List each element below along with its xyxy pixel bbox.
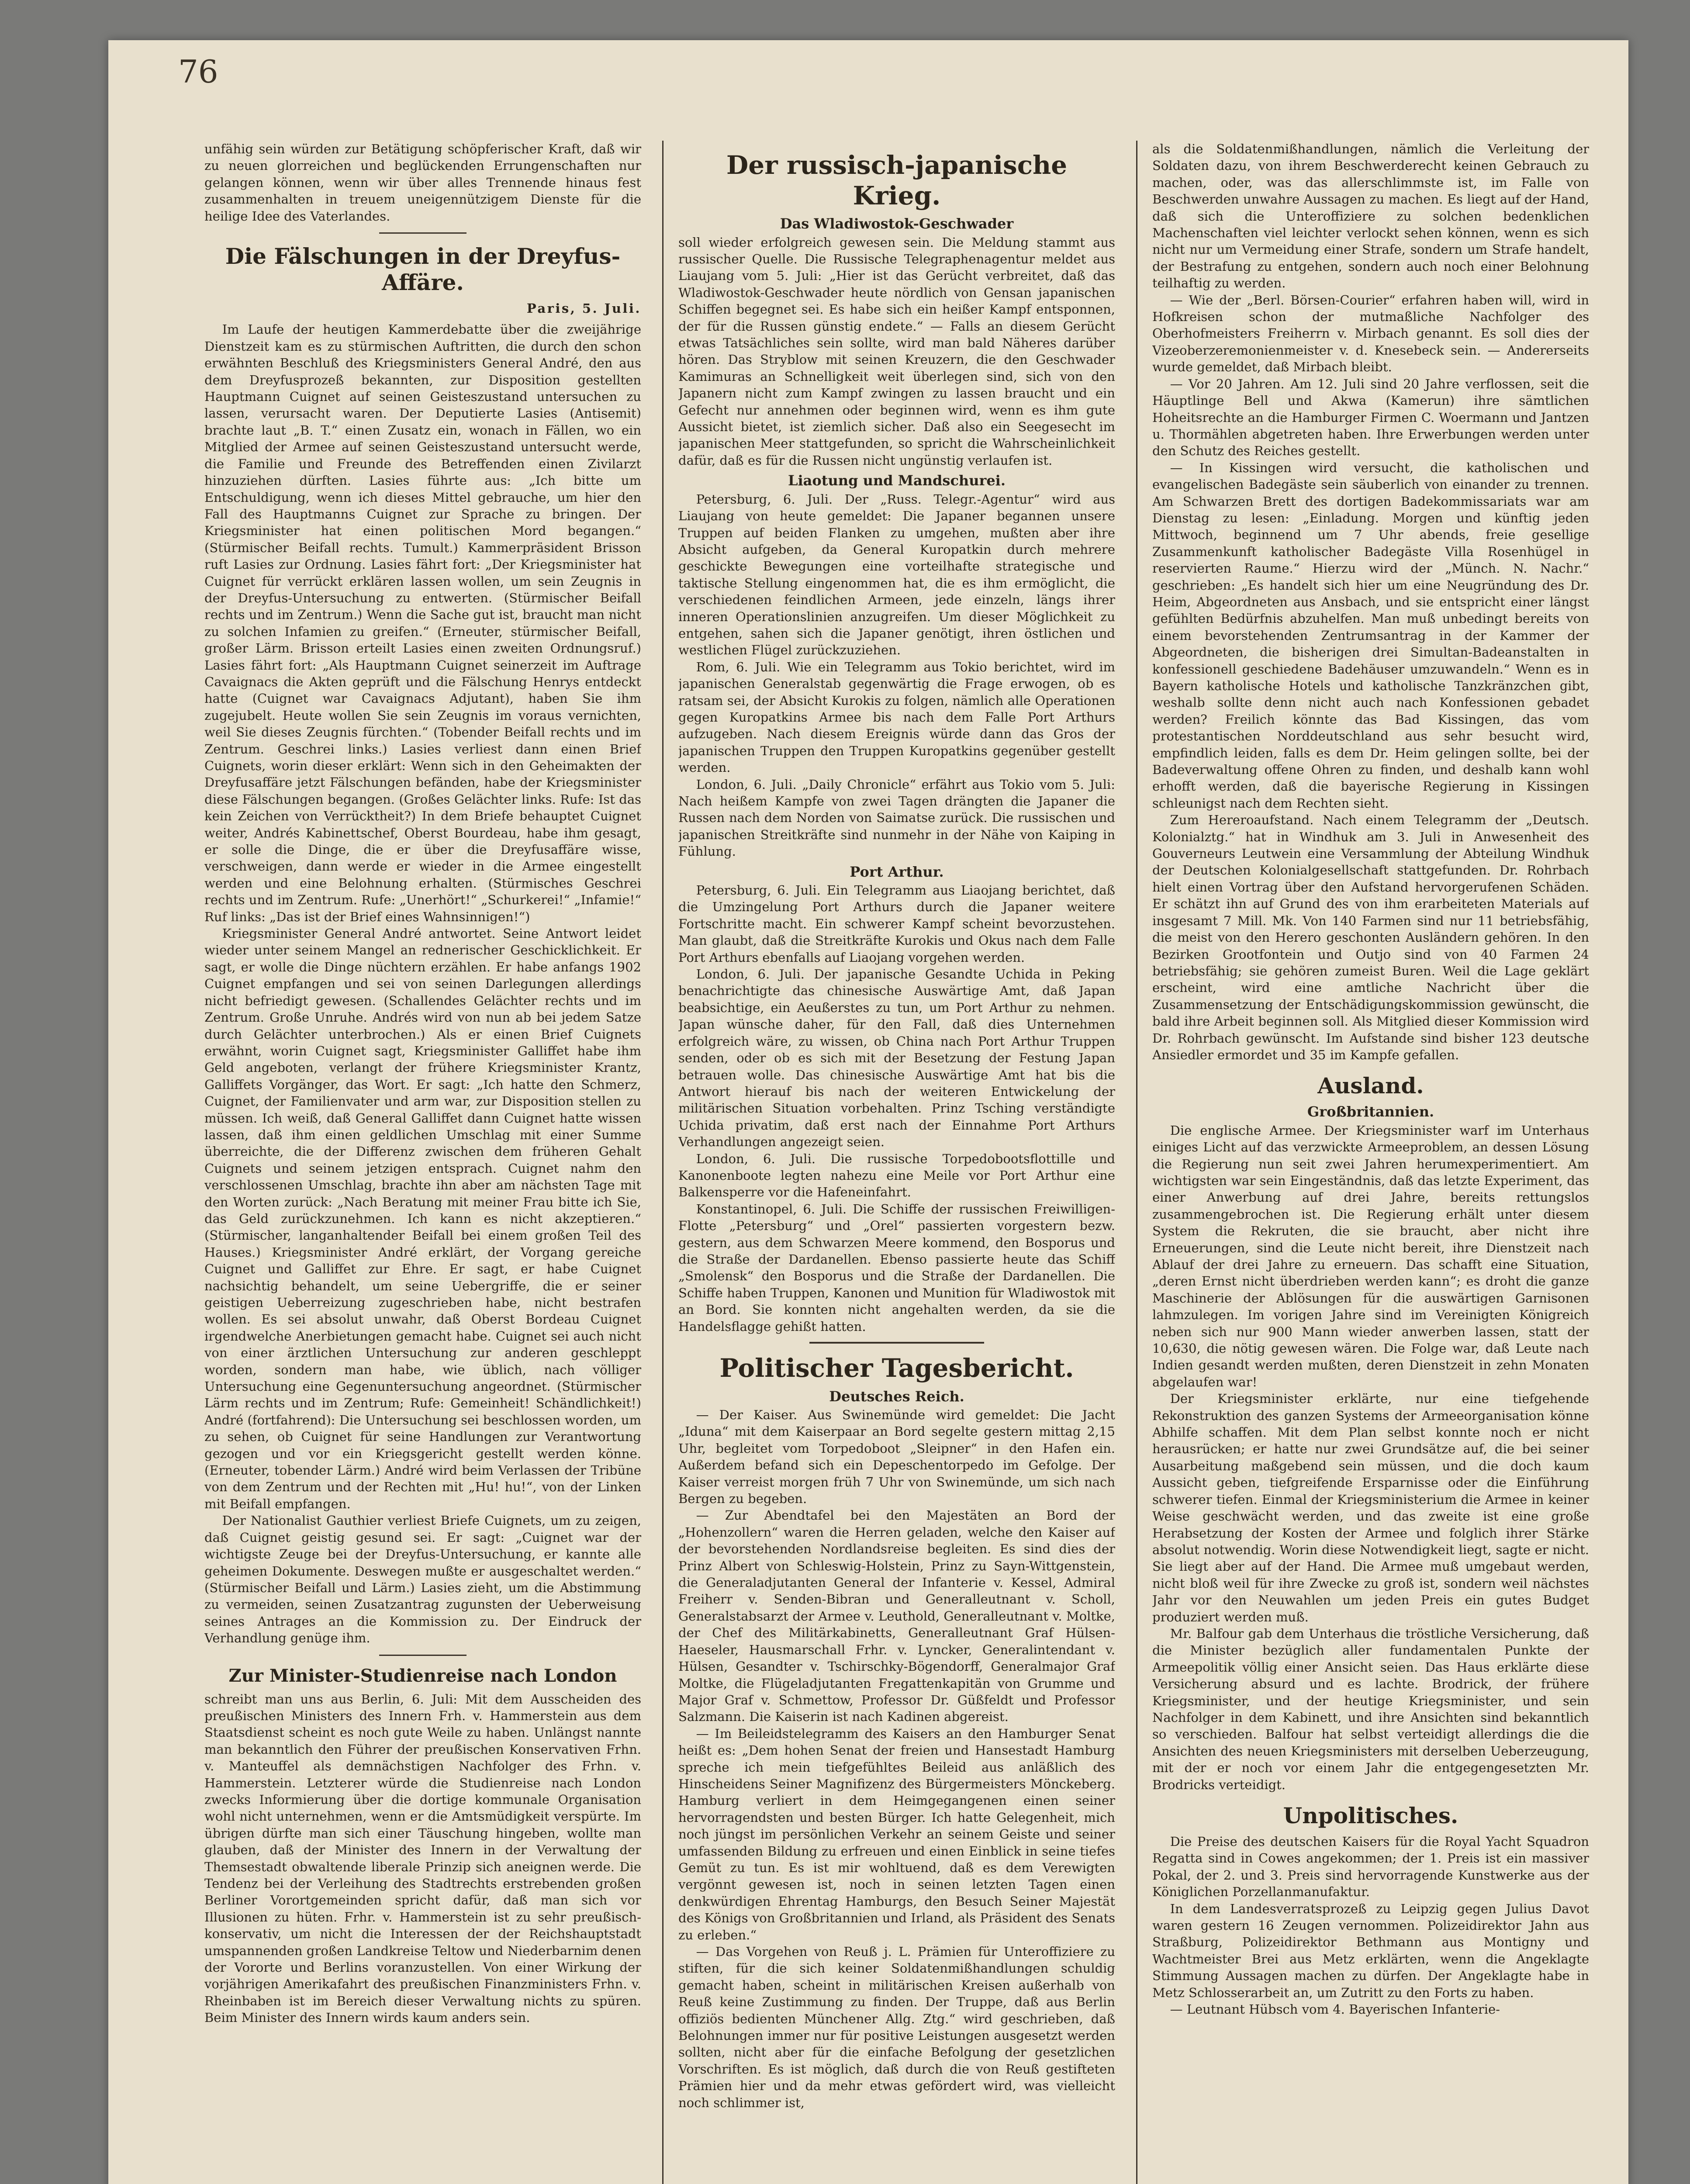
article-paragraph: — In Kissingen wird versucht, die katholischen und evangelischen Badegäste sein säuberlich von einander zu trennen. Am Schwarzen Brett des dortigen Badekommissariats war am Dienstag zu lesen: „Einladung. Morgen und künftig jeden Mittwoch, beginnend um 7 Uhr abends, freie gesellige Zusammenkunft katholischer Badegäste Villa Rosenhügel in reservierten Raume.“ Hierzu wird der „Münch. N. Nachr.“ geschrieben: „Es handelt sich hier um eine Neugründung des Dr. Heim, Abgeordneten aus Ansbach, und sie entspricht einer längst gefühlten Bedürfnis abzuhelfen. Man muß unbedingt bereits von einem bevorstehenden Zentrumsantrag in der Kammer der Abgeordneten, die bisherigen drei Simultan-Badeanstalten in konfessionell geschiedene Badehäuser umzuwandeln.“ Wenn es in Bayern katholische Hotels und katholische Tanzkränzchen gibt, weshalb sollte denn nicht auch nach Konfessionen gebadet werden? Freilich könnte das Bad Kissingen, das vom protestantischen Norddeutschland aus sehr besucht wird, empfindlich leiden, falls es dem Dr. Heim gelingen sollte, bei der Badeverwaltung offene Ohren zu finden, und deshalb kann wohl erhofft werden, daß die bayerische Regierung in Kissingen schleunigst nach dem Rechten sieht. xyxy=(1152,460,1589,811)
article-paragraph: Petersburg, 6. Juli. Ein Telegramm aus Liaojang berichtet, daß die Umzingelung Port Arthurs durch die Japaner weitere Fortschritte macht. Ein schwerer Kampf scheint bevorzustehen. Man glaubt, daß die Streitkräfte Kurokis und Okus nach dem Falle Port Arthurs ebenfalls auf Liaojang vorgehen werden. xyxy=(678,883,1115,965)
reich-subheading: Deutsches Reich. xyxy=(829,1388,964,1405)
column-1 xyxy=(204,141,641,2184)
article-paragraph: — Das Vorgehen von Reuß j. L. Prämien für Unteroffiziere zu stiften, für die sich keiner Soldatenmißhandlungen schuldig gemacht haben, scheint in militärischen Kreisen außerhalb von Reuß keine Zustimmung zu finden. Der Truppe, daß aus Berlin offiziös bedienten Münchener Allg. Ztg.“ wird geschrieben, daß Belohnungen immer nur für positive Leistungen ausgesetzt werden sollten, nicht aber für die einfache Befolgung der gesetzlichen Vorschriften. Es ist möglich, daß durch die von Reuß gestifteten Prämien hier und da mehr etwas gefördert wird, was vielleicht noch schlimmer ist, xyxy=(678,1944,1115,2110)
article-paragraph: Kriegsminister General André antwortet. Seine Antwort leidet wieder unter seinem Mangel an rednerischer Geschicklichkeit. Er sagt, er wolle die Dinge nüchtern erzählen. Er habe anfangs 1902 Cuignet empfangen und sei von seinen Darlegungen allerdings nicht befriedigt gewesen. (Schallendes Gelächter rechts und im Zentrum. Große Unruhe. Andrés wird von nun ab bei jedem Satze durch Gelächter unterbrochen.) Als er einen Brief Cuignets erwähnt, worin Cuignet sagt, Kriegsminister Galliffet habe ihm Geld angeboten, verlangt der frühere Kriegsminister Krantz, Galliffets Vorgänger, das Wort. Er sagt: „Ich hatte den Schmerz, Cuignet, der Familienvater und arm war, zur Disposition stellen zu müssen. Ich weiß, daß General Galliffet dann Cuignet hatte wissen lassen, daß ihm einen geldlichen Umschlag mit einer Summe überreichte, die der Differenz zwischen dem früheren Gehalt Cuignets und seinem jetzigen entsprach. Cuignet nahm den verschlossenen Umschlag, brachte ihn aber am nächsten Tage mit den Worten zurück: „Nach Beratung mit meiner Frau bitte ich Sie, das Geld zurückzunehmen. Ich kann es nicht akzeptieren.“ (Stürmischer, langanhaltender Beifall bei einem großen Teil des Hauses.) Kriegsminister André erklärt, der Vorgang gereiche Cuignet und Galliffet zur Ehre. Er sagt, er habe Cuignet nachsichtig behandelt, um seine Uebergriffe, die er seiner geistigen Ueberreizung zugeschrieben habe, nicht bestrafen wollen. Es sei absolut unwahr, daß Oberst Bordeau Cuignet irgendwelche Anerbietungen gemacht habe. Cuignet sei auch nicht von einer ärztlichen Untersuchung zur anderen geschleppt worden, sondern man habe, wie üblich, nach völliger Untersuchung eine Gegenuntersuchung angeordnet. (Stürmischer Lärm rechts und im Zentrum; Rufe: Gemeinheit! Schändlichkeit!) André (fortfahrend): Die Untersuchung sei beschlossen worden, um zu sehen, ob Cuignet für seine Handlungen zur Verantwortung gezogen und vor ein Kriegsgericht gestellt werden könne. (Erneuter, tobender Lärm.) André wird beim Verlassen der Tribüne von dem Zentrum und der Rechten mit „Hu! hu!“, von der Linken mit Beifall empfangen. xyxy=(204,926,641,1511)
article-paragraph: — Vor 20 Jahren. Am 12. Juli sind 20 Jahre verflossen, seit die Häuptlinge Bell und Akwa (Kamerun) ihre sämtlichen Hoheitsrechte an die Hamburger Firmen C. Woermann und Jantzen u. Thormählen abgetreten haben. Ihre Erwerbungen werden unter den Schutz des Reiches gestellt. xyxy=(1152,376,1589,459)
article-paragraph: Petersburg, 6. Juli. Der „Russ. Telegr.-Agentur“ wird aus Liaujang von heute gemeldet: Die Japaner begannen unsere Truppen auf beiden Flanken zu umgehen, mußten aber ihre Absicht aufgeben, da General Kuropatkin durch mehrere geschickte Bewegungen eine vorteilhafte strategische und taktische Stellung eingenommen hat, die es ihm ermöglicht, die verschiedenen feindlichen Armeen, jede einzeln, längs ihrer inneren Operationslinien anzugreifen. Um dieser Möglichkeit zu entgehen, sahen sich die Japaner genötigt, ihren östlichen und westlichen Flügel zurückzuziehen. xyxy=(678,491,1115,658)
wladiwostok-subheading: Das Wladiwostok-Geschwader xyxy=(780,215,1014,232)
great-britain-subheading: Großbritannien. xyxy=(1307,1103,1434,1120)
article-paragraph: Konstantinopel, 6. Juli. Die Schiffe der russischen Freiwilligen-Flotte „Petersburg“ und „Orel“ passierten vorgestern bezw. gestern, aus dem Schwarzen Meere kommend, den Bosporus und die Straße der Dardanellen. Ebenso passierte heute das Schiff „Smolensk“ den Bosporus und die Straße der Dardanellen. Die Schiffe haben Truppen, Kanonen und Munition für Wladiwostok mit an Bord. Sie konnten nicht angehalten werden, da sie die Handelsflagge gehißt hatten. xyxy=(678,1201,1115,1334)
dreyfus-dateline: Paris, 5. Juli. xyxy=(526,301,641,316)
column-2 xyxy=(678,141,1115,2184)
article-paragraph: Zum Hereroaufstand. Nach einem Telegramm der „Deutsch. Kolonialztg.“ hat in Windhuk am 3. Juli in Anwesenheit des Gouverneurs Leutwein eine Versammlung der Abteilung Windhuk der Deutschen Kolonialgesellschaft stattgefunden. Dr. Rohrbach hielt einen Vortrag über den Aufstand hervorgerufenen Schäden. Er schätzt ihn auf Grund des von ihm erarbeiteten Materials auf insgesamt 7 Mill. Mk. Von 140 Farmen sind nur 11 betriebsfähig, die meist von den Herero geschonten Ausländern gehören. In den Bezirken Grootfontein und Outjo sind von 40 Farmen 24 betriebsfähig; sie gehören zumeist Buren. Weil die Lage geklärt erscheint, wird eine amtliche Nachricht über die Zusammensetzung der Entschädigungskommission gewünscht, die bald ihre Arbeit beginnen soll. Als Mitglied dieser Kommission wird Dr. Rohrbach gewünscht. Im Aufstande sind bisher 123 deutsche Ansiedler ermordet und 35 im Kampfe gefallen. xyxy=(1152,812,1589,1062)
war-headline: Der russisch-japanische Krieg. xyxy=(726,150,1068,211)
port-arthur-subheading: Port Arthur. xyxy=(850,863,944,880)
article-paragraph: soll wieder erfolgreich gewesen sein. Die Meldung stammt aus russischer Quelle. Die Russische Telegraphenagentur meldet aus Liaujang vom 5. Juli: „Hier ist das Gerücht verbreitet, daß das Wladiwostok-Geschwader heute nördlich von Gensan japanischen Schiffen begegnet sei. Es habe sich ein heißer Kampf entsponnen, der für die Russen günstig endete.“ — Falls an diesem Gerücht etwas Tatsächliches sein sollte, wird man bald Näheres darüber hören. Das Stryblow mit seinen Kreuzern, die den Geschwader Kamimuras an Schnelligkeit weit überlegen sind, sich von den Japanern nicht zum Kampf zwingen zu lassen braucht und ein Gefecht nur annehmen oder beginnen wird, wenn es ihm gute Aussicht bietet, ist ziemlich sicher. Daß also ein Seegesecht im japanischen Meer stattgefunden, so spricht die Wahrscheinlichkeit dafür, daß es für die Russen nicht ungünstig verlaufen ist. xyxy=(678,235,1115,468)
separator xyxy=(809,1342,984,1344)
article-paragraph: — Zur Abendtafel bei den Majestäten an Bord der „Hohenzollern“ waren die Herren geladen, welche den Kaiser auf der bevorstehenden Nordlandsreise begleiten. Es sind dies der Prinz Albert von Schleswig-Holstein, Prinz zu Sayn-Wittgenstein, die Generaladjutanten General der Infanterie v. Kessel, Admiral Freiherr v. Senden-Bibran und Generalleutnant v. Scholl, Generalstabsarzt der Armee v. Leuthold, Generalleutnant v. Moltke, der Chef des Militärkabinetts, Generalleutnant Graf Hülsen-Haeseler, Hausmarschall Frhr. v. Lyncker, Generalintendant v. Hülsen, Gesandter v. Tschirschky-Bögendorff, Generalmajor Graf Moltke, die Flügeladjutanten Fregattenkapitän von Grumme und Major Graf v. Schmettow, Professor Dr. Güßfeldt und Professor Salzmann. Die Kaiserin ist nach Kadinen abgereist. xyxy=(678,1508,1115,1724)
article-paragraph: — Leutnant Hübsch vom 4. Bayerischen Infanterie- xyxy=(1170,2002,1500,2017)
article-paragraph: Die englische Armee. Der Kriegsminister warf im Unterhaus einiges Licht auf das verzwickte Armeeproblem, an dessen Lösung die Regierung nun seit zwei Jahren herumexperimentiert. Am wichtigsten war sein Eingeständnis, daß das letzte Experiment, das einer Anwerbung auf drei Jahre, bereits rettungslos zusammengebrochen ist. Die Regierung erhält unter diesem System die Rekruten, die sie braucht, aber nicht ihre Erneuerungen, sind die Leute nicht bereit, ihre Dienstzeit nach Ablauf der drei Jahre zu erneuern. Das schafft eine Situation, „deren Ernst nicht überdrieben werden kann“; es droht die ganze Maschinerie der Ablösungen für die auswärtigen Garnisonen lahmzulegen. Im vorigen Jahre sind im Vereinigten Königreich neben sich nur 900 Mann wieder anwerben lassen, statt der 10,630, die nötig gewesen wären. Die Folge war, daß Leute nach Indien gesandt werden mußten, deren Dienstzeit in zehn Monaten abgelaufen war! xyxy=(1152,1123,1589,1389)
article-paragraph: Im Laufe der heutigen Kammerdebatte über die zweijährige Dienstzeit kam es zu stürmischen Auftritten, die durch den schon erwähnten Beschluß des Kriegsministers General André, den aus dem Dreyfusprozeß bekannten, zur Disposition gestellten Hauptmann Cuignet auf seinen Geisteszustand untersuchen zu lassen, verursacht waren. Der Deputierte Lasies (Antisemit) brachte laut „B. T.“ einen Zusatz ein, wonach in Fällen, wo ein Mitglied der Armee auf seinen Geisteszustand untersucht werde, die Familie und Freunde des Betreffenden einen Zivilarzt hinzuziehen dürften. Lasies führte aus: „Ich bitte um Entschuldigung, wenn ich dieses Mittel gebrauche, um hier den Fall des Hauptmanns Cuignet zur Sprache zu bringen. Der Kriegsminister hat einen politischen Mord begangen.“ (Stürmischer Beifall rechts. Tumult.) Kammerpräsident Brisson ruft Lasies zur Ordnung. Lasies fährt fort: „Der Kriegsminister hat Cuignet für verrückt erklären lassen wollen, um sein Zeugnis in der Dreyfus-Untersuchung zu entwerten. (Stürmischer Beifall rechts und im Zentrum.) Wenn die Sache gut ist, braucht man nicht zu solchen Infamien zu greifen.“ (Erneuter, stürmischer Beifall, großer Lärm. Brisson erteilt Lasies einen zweiten Ordnungsruf.) Lasies fährt fort: „Als Hauptmann Cuignet seinerzeit im Auftrage Cavaignacs die Akten geprüft und die Fälschung Henrys entdeckt hatte (Cuignet war Cavaignacs Adjutant), haben Sie ihm zugejubelt. Heute wollen Sie sein Zeugnis im voraus vernichten, weil Sie dieses Zeugnis fürchten.“ (Tobender Beifall rechts und im Zentrum. Geschrei links.) Lasies verliest dann einen Brief Cuignets, worin dieser erklärt: Wenn sich in den Geheimakten der Dreyfusaffäre jetzt Fälschungen befänden, habe der Kriegsminister diese Fälschungen begangen. (Großes Gelächter links. Rufe: Ist das kein Zeichen von Verrücktheit?) In dem Briefe behauptet Cuignet weiter, Andrés Kabinettschef, Oberst Bourdeau, habe ihm gesagt, er solle die Dinge, die er über die Dreyfusaffäre wisse, verschweigen, dann werde er wieder in die Armee eingestellt werden und eine Belohnung erhalten. (Stürmisches Geschrei rechts und im Zentrum. Rufe: „Unerhört!“ „Schurkerei!“ „Infamie!“ Ruf links: „Das ist der Brief eines Wahnsinnigen!“) xyxy=(204,322,641,924)
article-paragraph: London, 6. Juli. Die russische Torpedobootsflottille und Kanonenboote legten nahezu eine Meile vor Port Arthur eine Balkensperre vor die Hafeneinfahrt. xyxy=(678,1151,1115,1200)
column-3 xyxy=(1152,141,1589,2184)
separator xyxy=(379,232,467,234)
article-paragraph: Die Preise des deutschen Kaisers für die Royal Yacht Squadron Regatta sind in Cowes angekommen; der 1. Preis ist ein massiver Pokal, der 2. und 3. Preis sind hervorragende Kunstwerke aus der Königlichen Porzellanmanufaktur. xyxy=(1152,1834,1589,1900)
article-paragraph: schreibt man uns aus Berlin, 6. Juli: Mit dem Ausscheiden des preußischen Ministers des Innern Frh. v. Hammerstein aus dem Staatsdienst scheint es noch gute Weile zu haben. Unlängst nannte man bekanntlich den Führer der preußischen Konservativen Frhn. v. Manteuffel als demnächstigen Nachfolger des Frhn. v. Hammerstein. Letzterer würde die Studienreise nach London zwecks Informierung über die dortige kommunale Organisation wohl nicht unternehmen, wenn er die Amtsmüdigkeit verspürte. Im übrigen dürfte man sich einer Täuschung hingeben, wollte man glauben, daß der Minister des Innern in der Verwaltung der Themsestadt obwaltende liberale Prinzip sich aneignen werde. Die Tendenz bei der Verleihung des Stadtrechts erstrebenden großen Berliner Vorortgemeinden spricht dafür, daß man sich vor Illusionen zu hüten. Frhr. v. Hammerstein ist zu sehr preußisch-konservativ, um nicht die Interessen der der Reichshauptstadt umspannenden großen Landkreise Teltow und Niederbarnim denen der Vororte und Berlins voranzustellen. Von einer Wirkung der vorjährigen Amerikafahrt des preußischen Finanzministers Frhn. v. Rheinbaben ist im Bereich dieser Verwaltung nichts zu spüren. Beim Minister des Innern wirds kaum anders sein. xyxy=(204,1691,641,2025)
page-number: 76 xyxy=(178,53,218,90)
intro-paragraph: unfähig sein würden zur Betätigung schöpferischer Kraft, daß wir zu neuen glorreichen und beglückenden Errungenschaften nur gelangen können, wenn wir über alles Trennende hinaus fest zusammenhalten in treuem uneigennützigem Dienste für die heilige Idee des Vaterlandes. xyxy=(204,142,641,224)
column-divider xyxy=(662,141,664,2184)
article-paragraph: Mr. Balfour gab dem Unterhaus die tröstliche Versicherung, daß die Minister bezüglich aller fundamentalen Punkte der Armeepolitik völlig einer Ansicht seien. Das Haus erklärte diese Versicherung absurd und es lachte. Brodrick, der frühere Kriegsminister, und der heutige Kriegsminister, und sein Nachfolger in dem Kabinett, und ihre Ansichten sind bekanntlich so verschieden. Balfour hat selbst verteidigt allerdings die die Ansichten des neuen Kriegsministers mit derselben Ueberzeugung, mit der er noch vor einem Jahr die entgegengesetzten Mr. Brodricks verteidigt. xyxy=(1152,1626,1589,1792)
article-paragraph: London, 6. Juli. „Daily Chronicle“ erfährt aus Tokio vom 5. Juli: Nach heißem Kampfe von zwei Tagen drängten die Japaner die Russen nach dem Norden von Saimatse zurück. Die russischen und japanischen Streitkräfte sind nunmehr in der Nähe von Kaiping in Fühlung. xyxy=(678,777,1115,859)
article-paragraph: Rom, 6. Juli. Wie ein Telegramm aus Tokio berichtet, wird im japanischen Generalstab gegenwärtig die Frage erwogen, ob es ratsam sei, der Absicht Kurokis zu folgen, nämlich alle Operationen gegen Kuropatkins Armee bis nach dem Falle Port Arthurs aufzugeben. Nach diesem Ereignis würde dann das Gros der japanischen Truppen den Truppen Kuropatkins gegenüber gestellt werden. xyxy=(678,659,1115,775)
minister-headline: Zur Minister-Studienreise nach London xyxy=(228,1665,617,1686)
article-paragraph: London, 6. Juli. Der japanische Gesandte Uchida in Peking benachrichtigte das chinesische Auswärtige Amt, daß Japan beabsichtige, ein Aeußerstes zu tun, um Port Arthur zu nehmen. Japan wünsche daher, für den Fall, daß dies Unternehmen erfolgreich wäre, zu wissen, ob China nach Port Arthur Truppen senden, oder ob es sich mit der Besetzung der Festung Japan betrauen wolle. Das chinesische Auswärtige Amt hat bis die Antwort hierauf bis nach der weiteren Entwickelung der militärischen Situation vorbehalten. Prinz Tsching verständigte Uchida privatim, daß erst nach der Einnahme Port Arthurs Verhandlungen angezeigt seien. xyxy=(678,967,1115,1150)
ausland-headline: Ausland. xyxy=(1317,1073,1424,1099)
article-paragraph: als die Soldatenmißhandlungen, nämlich die Verleitung der Soldaten dazu, von ihrem Beschwerderecht keinen Gebrauch zu machen, oder, was das allerschlimmste ist, im Falle von Beschwerden unwahre Aussagen zu machen. Es liegt auf der Hand, daß sich die Unteroffiziere zu solchen bedenklichen Machenschaften viel leichter verlockt sehen können, wenn es sich nicht nur um Vermeidung einer Strafe, sondern um Strafe handelt, der Bestrafung zu entgehen, sondern auch noch einer Belohnung teilhaftig zu werden. xyxy=(1152,142,1589,291)
separator xyxy=(379,1655,467,1656)
article-paragraph: In dem Landesverratsprozeß zu Leipzig gegen Julius Davot waren gestern 16 Zeugen vernommen. Polizeidirektor Jahn aus Straßburg, Polizeidirektor Bethmann aus Montigny und Wachtmeister Brei aus Metz erklärten, wenn die Angeklagte Stimmung Aussagen machen zu dürfen. Der Angeklagte habe in Metz Schlosserarbeit an, um Zutritt zu den Forts zu haben. xyxy=(1152,1901,1589,2000)
article-paragraph: — Der Kaiser. Aus Swinemünde wird gemeldet: Die Jacht „Iduna“ mit dem Kaiserpaar an Bord segelte gestern mittag 2,15 Uhr, begleitet vom Torpedoboot „Sleipner“ in den Hafen ein. Außerdem befand sich ein Depeschentorpedo im Gefolge. Der Kaiser verreist morgen früh 7 Uhr von Swinemünde, um sich nach Bergen zu begeben. xyxy=(678,1407,1115,1507)
liaotung-subheading: Liaotung und Mandschurei. xyxy=(788,472,1006,489)
column-divider xyxy=(1136,141,1137,2184)
unpolitical-headline: Unpolitisches. xyxy=(1283,1803,1458,1828)
dreyfus-headline: Die Fälschungen in der Dreyfus-Affäre. xyxy=(225,243,621,296)
political-headline: Politischer Tagesbericht. xyxy=(719,1353,1074,1383)
article-paragraph: — Wie der „Berl. Börsen-Courier“ erfahren haben will, wird in Hofkreisen schon der mutmaßliche Nachfolger des Oberhofmeisters Freiherrn v. Mirbach genannt. Es soll dies der Vizeoberzeremonienmeister v. d. Knesebeck sein. — Andererseits wurde gemeldet, daß Mirbach bleibt. xyxy=(1152,292,1589,375)
article-paragraph: — Im Beileidstelegramm des Kaisers an den Hamburger Senat heißt es: „Dem hohen Senat der freien und Hansestadt Hamburg spreche ich mein tiefgefühltes Beileid aus anläßlich des Hinscheidens Seiner Magnifizenz des Bürgermeisters Mönckeberg. Hamburg verliert in dem Heimgegangenen einen seiner hervorragendsten und besten Bürger. Ich hatte Gelegenheit, mich noch jüngst im persönlichen Verkehr an seinem Geiste und seiner umfassenden Bildung zu erfreuen und einen Einblick in seine tiefes Gemüt zu tun. Es ist mir wohltuend, daß es dem Verewigten vergönnt gewesen ist, noch in seinen letzten Tagen einen denkwürdigen Ehrentag Hamburgs, den Besuch Seiner Majestät des Königs von Großbritannien und Irland, als Präsident des Senats zu erleben.“ xyxy=(678,1726,1115,1942)
newspaper-page xyxy=(108,40,1628,2184)
article-paragraph: Der Kriegsminister erklärte, nur eine tiefgehende Rekonstruktion des ganzen Systems der Armeeorganisation könne Abhilfe schaffen. Mit dem Plan selbst konnte noch er nicht herausrücken; er hatte nur zwei Grundsätze auf, die bei seiner Ausarbeitung maßgebend sein müssen, und die doch kaum Aussicht geben, tiefgreifende Ersparnisse oder die Einführung schwerer tiefen. Einmal der Kriegsministerium die Armee in keiner Weise geschwächt werden, und das zweite ist eine große Herabsetzung der Kosten der Armee und folglich ihrer Stärke absolut notwendig. Worin diese Notwendigkeit liegt, sagte er nicht. Sie liegt aber auf der Hand. Die Armee muß umgebaut werden, nicht bloß weil für ihre Zwecke zu groß ist, sondern weil nächstes Jahr vor den Neuwahlen um jeden Preis ein gutes Budget produziert werden muß. xyxy=(1152,1391,1589,1624)
article-paragraph: Der Nationalist Gauthier verliest Briefe Cuignets, um zu zeigen, daß Cuignet geistig gesund sei. Er sagt: „Cuignet war der wichtigste Zeuge bei der Dreyfus-Untersuchung, er kannte alle geheimen Dokumente. Deswegen mußte er ausgeschaltet werden.“ (Stürmischer Beifall und Lärm.) Lasies zieht, um die Abstimmung zu vermeiden, seinen Zusatzantrag zugunsten der Ueberweisung seines Antrages an die Kommission zu. Der Eindruck der Verhandlung genüge ihm. xyxy=(204,1513,641,1646)
